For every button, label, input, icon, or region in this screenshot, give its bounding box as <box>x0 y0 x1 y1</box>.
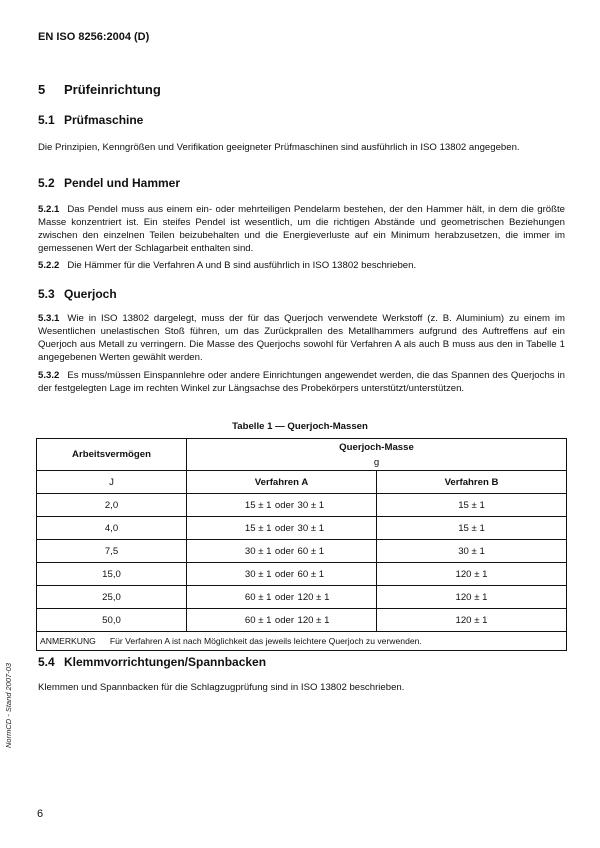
table-row <box>37 540 567 563</box>
method-a-value-2: 120 ± 1 <box>297 614 330 626</box>
mass-header-label: Querjoch-Masse <box>339 441 414 453</box>
method-b-cell: 120 ± 1 <box>377 609 567 632</box>
method-a-oder: oder <box>274 499 295 511</box>
method-a-oder: oder <box>274 568 295 580</box>
paragraph-5-2-1 <box>38 203 565 255</box>
energy-cell: 25,0 <box>37 586 187 609</box>
table-row <box>37 586 567 609</box>
method-a-value-2: 60 ± 1 <box>297 545 325 557</box>
table-row <box>37 563 567 586</box>
method-a-oder: oder <box>274 522 295 534</box>
method-a-cell <box>187 563 377 586</box>
section-title: Klemmvorrichtungen/Spannbacken <box>64 655 267 669</box>
energy-cell: 7,5 <box>37 540 187 563</box>
method-a-cell <box>187 494 377 517</box>
column-header-method-b: Verfahren B <box>377 471 567 494</box>
method-a-cell <box>187 609 377 632</box>
section-number: 5.2 <box>38 176 55 190</box>
paragraph-5-3-2 <box>38 369 565 395</box>
section-5-1-heading <box>38 113 143 127</box>
section-5-4-heading <box>38 655 266 669</box>
method-b-cell: 15 ± 1 <box>377 517 567 540</box>
method-a-cell <box>187 540 377 563</box>
energy-cell: 2,0 <box>37 494 187 517</box>
paragraph-number: 5.2.1 <box>38 204 60 215</box>
energy-cell: 15,0 <box>37 563 187 586</box>
section-title: Pendel und Hammer <box>64 176 181 190</box>
side-stamp: NormCD - Stand 2007-03 <box>4 662 13 748</box>
method-a-oder: oder <box>274 545 295 557</box>
note-text: Für Verfahren A ist nach Möglichkeit das jeweils leichtere Querjoch zu verwenden. <box>109 636 422 646</box>
method-a-value-1: 30 ± 1 <box>244 545 272 557</box>
page-number: 6 <box>37 808 44 820</box>
table-caption: Tabelle 1 — Querjoch-Massen <box>232 421 368 432</box>
section-title: Prüfeinrichtung <box>64 82 161 97</box>
paragraph-number: 5.3.2 <box>38 370 60 381</box>
section-title: Prüfmaschine <box>64 113 144 127</box>
method-a-value-1: 60 ± 1 <box>244 591 272 603</box>
paragraph-text: Das Pendel muss aus einem ein- oder mehrteiligen Pendelarm bestehen, der den Hammer hält, in dem die größte Masse konzentriert ist. Ein steifes Pendel ist wesentlich, um die richtigen Abstände und geometrischen Beziehungen zwischen den einzelnen Teilen beizubehalten und die Energieverluste auf ein Minimum herabzusetzen, die immer im gemessenen Wert der Schlagarbeit enthalten sind. <box>38 204 565 254</box>
column-header-method-a: Verfahren A <box>187 471 377 494</box>
method-a-value-1: 15 ± 1 <box>244 522 272 534</box>
paragraph-5-2-2 <box>38 259 565 272</box>
section-number: 5.1 <box>38 113 55 127</box>
section-title: Querjoch <box>64 287 117 301</box>
method-a-value-1: 15 ± 1 <box>244 499 272 511</box>
paragraph-text: Es muss/müssen Einspannlehre oder andere Einrichtungen angewendet werden, die das Spannen des Querjochs in der festgelegten Lage im rechten Winkel zur Längsachse des Probekörpers unterstützt/unterstützen. <box>38 370 565 394</box>
section-5-1-text: Die Prinzipien, Kenngrößen und Verifikation geeigneter Prüfmaschinen sind ausführlich in ISO 13802 angegeben. <box>38 142 520 153</box>
method-a-value-2: 30 ± 1 <box>297 522 325 534</box>
energy-unit-cell: J <box>37 471 187 494</box>
table-row <box>37 609 567 632</box>
method-a-value-1: 60 ± 1 <box>244 614 272 626</box>
paragraph-text: Wie in ISO 13802 dargelegt, muss der für das Querjoch verwendete Werkstoff (z. B. Aluminium) zu einem im Wesentlichen unelastischen Stoß führen, um das Zurückprallen des Metallhammers aufgrund des Auftreffens auf ein Querjoch aus Metall zu verringern. Die Masse des Querjochs sowohl für Verfahren A als auch B muss aus den in Tabelle 1 angegebenen Werten gewählt werden. <box>38 313 565 363</box>
method-a-value-2: 60 ± 1 <box>297 568 325 580</box>
querjoch-mass-table <box>36 438 567 651</box>
table-note <box>37 632 567 651</box>
method-a-cell <box>187 586 377 609</box>
method-a-cell <box>187 517 377 540</box>
column-header-mass <box>187 439 567 471</box>
method-a-oder: oder <box>274 614 295 626</box>
mass-header-unit: g <box>373 456 380 468</box>
paragraph-number: 5.2.2 <box>38 260 60 271</box>
note-label: ANMERKUNG <box>40 636 96 646</box>
method-b-cell: 15 ± 1 <box>377 494 567 517</box>
method-b-cell: 120 ± 1 <box>377 563 567 586</box>
section-number: 5 <box>38 82 46 97</box>
paragraph-5-3-1 <box>38 312 565 364</box>
energy-cell: 4,0 <box>37 517 187 540</box>
method-b-cell: 120 ± 1 <box>377 586 567 609</box>
column-header-energy: Arbeitsvermögen <box>37 439 187 471</box>
section-5-2-heading <box>38 176 180 190</box>
section-5-heading <box>38 82 161 97</box>
energy-cell: 50,0 <box>37 609 187 632</box>
section-number: 5.3 <box>38 287 55 301</box>
method-a-value-2: 120 ± 1 <box>297 591 330 603</box>
section-number: 5.4 <box>38 655 55 669</box>
section-5-4-text: Klemmen und Spannbacken für die Schlagzugprüfung sind in ISO 13802 beschrieben. <box>38 682 405 693</box>
paragraph-number: 5.3.1 <box>38 313 60 324</box>
method-a-value-1: 30 ± 1 <box>244 568 272 580</box>
method-b-cell: 30 ± 1 <box>377 540 567 563</box>
method-a-value-2: 30 ± 1 <box>297 499 325 511</box>
section-5-3-heading <box>38 287 117 301</box>
paragraph-text: Die Hämmer für die Verfahren A und B sind ausführlich in ISO 13802 beschrieben. <box>67 260 417 271</box>
document-id: EN ISO 8256:2004 (D) <box>38 31 150 43</box>
table-row <box>37 517 567 540</box>
table-row <box>37 494 567 517</box>
method-a-oder: oder <box>274 591 295 603</box>
